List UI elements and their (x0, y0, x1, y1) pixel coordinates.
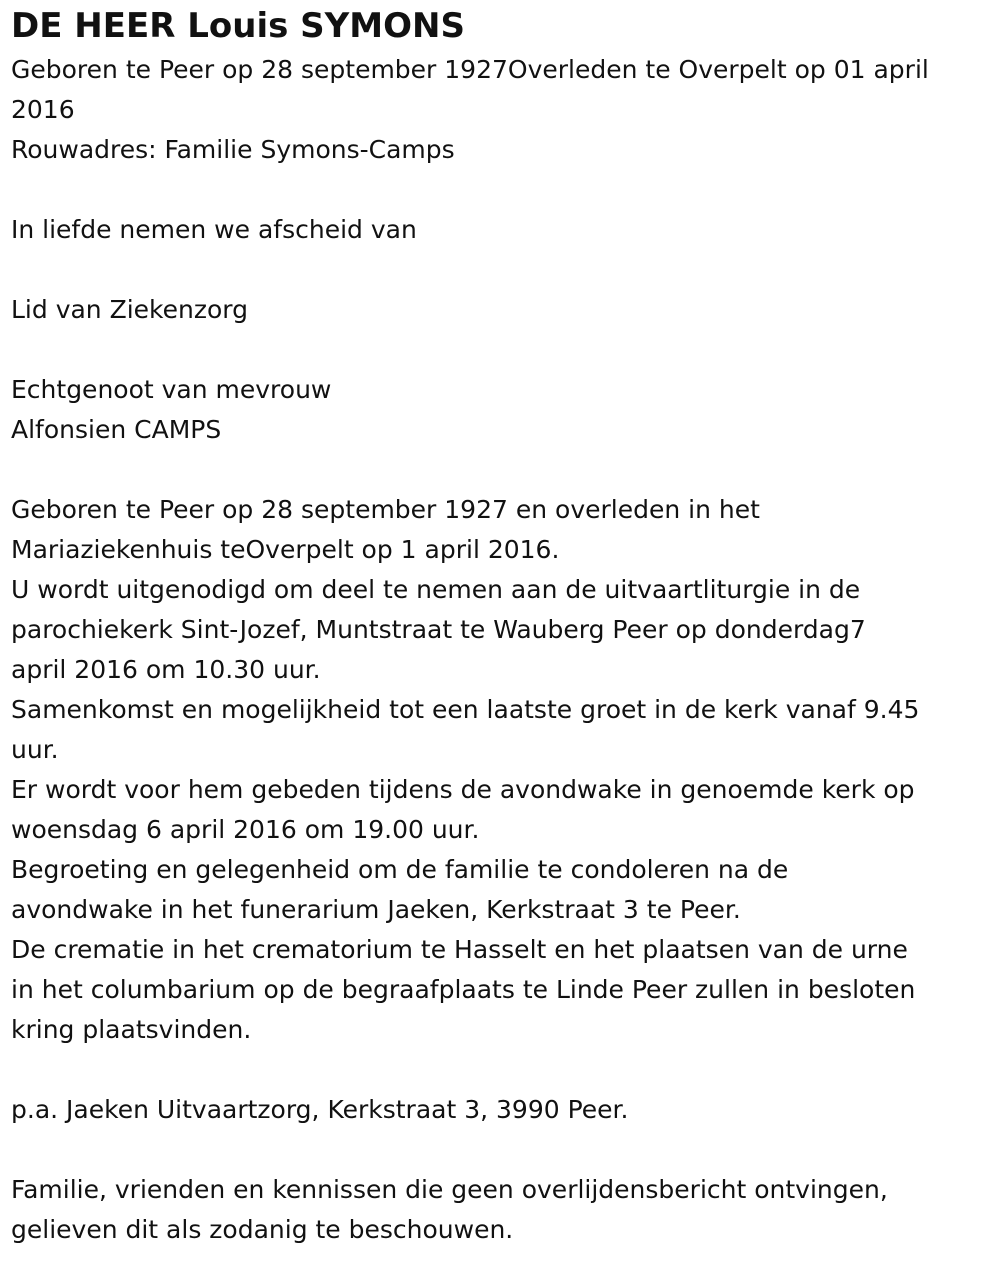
funeral-details-line: Begroeting en gelegenheid om de familie te condoleren na de (11, 855, 789, 884)
page-title: DE HEER Louis SYMONS (11, 6, 465, 46)
obituary-body (11, 50, 986, 1250)
funeral-details-line: avondwake in het funerarium Jaeken, Kerkstraat 3 te Peer. (11, 895, 741, 924)
funeral-details-line: Geboren te Peer op 28 september 1927 en overleden in het (11, 495, 760, 524)
birth-death-summary: Geboren te Peer op 28 september 1927Overleden te Overpelt op 01 april 2016 (11, 55, 929, 124)
spacer (11, 450, 986, 490)
membership-text: Lid van Ziekenzorg (11, 295, 248, 324)
funeral-details-line: woensdag 6 april 2016 om 19.00 uur. (11, 815, 480, 844)
spacer (11, 1130, 986, 1170)
spacer (11, 1050, 986, 1090)
funeral-details-line: De crematie in het crematorium te Hasselt en het plaatsen van de urne (11, 935, 908, 964)
spacer (11, 330, 986, 370)
funeral-details-line: april 2016 om 10.30 uur. (11, 655, 321, 684)
funeral-director: p.a. Jaeken Uitvaartzorg, Kerkstraat 3, 3990 Peer. (11, 1095, 629, 1124)
funeral-details (11, 490, 986, 1050)
closing-line: gelieven dit als zodanig te beschouwen. (11, 1215, 514, 1244)
spacer (11, 250, 986, 290)
spouse-name: Alfonsien CAMPS (11, 415, 222, 444)
funeral-details-line: Er wordt voor hem gebeden tijdens de avondwake in genoemde kerk op (11, 775, 915, 804)
funeral-details-line: Mariaziekenhuis teOverpelt op 1 april 2016. (11, 535, 560, 564)
funeral-details-line: parochiekerk Sint-Jozef, Muntstraat te Wauberg Peer op donderdag7 (11, 615, 866, 644)
opening-text: In liefde nemen we afscheid van (11, 215, 417, 244)
mourning-address: Rouwadres: Familie Symons-Camps (11, 135, 455, 164)
funeral-details-line: U wordt uitgenodigd om deel te nemen aan de uitvaartliturgie in de (11, 575, 861, 604)
funeral-details-line: in het columbarium op de begraafplaats te Linde Peer zullen in besloten (11, 975, 916, 1004)
spacer (11, 170, 986, 210)
spouse-intro: Echtgenoot van mevrouw (11, 375, 332, 404)
funeral-details-line: uur. (11, 735, 59, 764)
closing-line: Familie, vrienden en kennissen die geen overlijdensbericht ontvingen, (11, 1175, 888, 1204)
funeral-details-line: Samenkomst en mogelijkheid tot een laatste groet in de kerk vanaf 9.45 (11, 695, 920, 724)
funeral-details-line: kring plaatsvinden. (11, 1015, 252, 1044)
